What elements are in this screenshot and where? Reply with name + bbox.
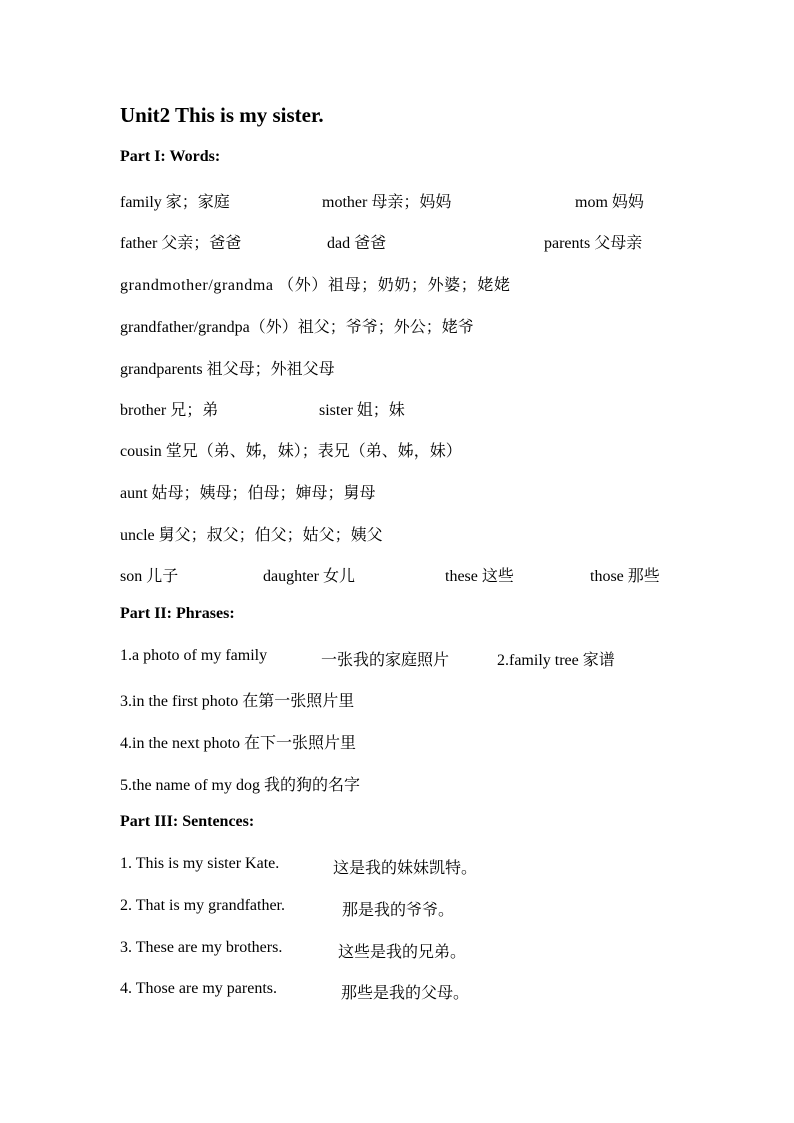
word-row (120, 563, 720, 587)
sentence-english: 2. That is my grandfather. (120, 897, 285, 914)
sentence-english: 1. This is my sister Kate. (120, 855, 280, 872)
sentence-english: 3. These are my brothers. (120, 939, 283, 956)
word-entry: daughter 女儿 (263, 568, 355, 585)
word-entry: mom 妈妈 (575, 194, 644, 211)
sentence-row (120, 855, 720, 879)
word-row (120, 397, 720, 421)
word-row (120, 189, 720, 213)
sentence-chinese: 那是我的爷爷。 (342, 902, 455, 919)
sentence-row (120, 897, 720, 921)
word-row (120, 356, 720, 380)
word-entry: son 儿子 (120, 568, 179, 585)
word-row (120, 522, 720, 546)
page-title: Unit2 This is my sister. (120, 103, 324, 127)
phrase-row (120, 772, 720, 796)
word-entry: family 家；家庭 (120, 194, 230, 211)
phrase-row (120, 647, 720, 671)
sentence-row (120, 939, 720, 963)
word-entry: brother 兄；弟 (120, 402, 219, 419)
sentence-english: 4. Those are my parents. (120, 980, 277, 997)
sentence-chinese: 这是我的妹妹凯特。 (333, 860, 478, 877)
word-entry: dad 爸爸 (327, 235, 387, 252)
word-entry: those 那些 (590, 568, 660, 585)
phrase-entry: 5.the name of my dog 我的狗的名字 (120, 777, 360, 794)
phrase-entry: 4.in the next photo 在下一张照片里 (120, 735, 356, 752)
word-entry: aunt 姑母；姨母；伯母；婶母；舅母 (120, 485, 376, 502)
word-entry: father 父亲；爸爸 (120, 235, 242, 252)
part3-heading (120, 813, 720, 837)
word-entry: grandmother/grandma （外）祖母；奶奶；外婆；姥姥 (120, 277, 511, 294)
sentence-chinese: 那些是我的父母。 (341, 985, 470, 1002)
sentence-row (120, 980, 720, 1004)
section-heading: Part III: Sentences: (120, 813, 255, 830)
phrase-entry: 3.in the first photo 在第一张照片里 (120, 693, 355, 710)
part1-heading (120, 148, 720, 172)
word-entry: parents 父母亲 (544, 235, 643, 252)
part2-heading (120, 605, 720, 629)
phrase-entry: 2.family tree 家谱 (497, 652, 615, 669)
phrase-row (120, 730, 720, 754)
word-entry: these 这些 (445, 568, 514, 585)
phrase-translation: 一张我的家庭照片 (321, 652, 450, 669)
word-row (120, 314, 720, 338)
word-row (120, 230, 720, 254)
phrase-entry: 1.a photo of my family (120, 647, 268, 664)
section-heading: Part II: Phrases: (120, 605, 235, 622)
word-entry: uncle 舅父；叔父；伯父；姑父；姨父 (120, 527, 383, 544)
sentence-chinese: 这些是我的兄弟。 (338, 944, 467, 961)
word-entry: mother 母亲；妈妈 (322, 194, 452, 211)
word-row (120, 438, 720, 462)
word-entry: cousin 堂兄（弟、姊，妹）；表兄（弟、姊，妹） (120, 443, 462, 460)
word-entry: grandfather/grandpa（外）祖父；爷爷；外公；姥爷 (120, 319, 474, 336)
word-entry: sister 姐；妹 (319, 402, 405, 419)
word-row (120, 272, 720, 296)
phrase-row (120, 688, 720, 712)
word-entry: grandparents 祖父母；外祖父母 (120, 361, 335, 378)
word-row (120, 480, 720, 504)
section-heading: Part I: Words: (120, 148, 221, 165)
